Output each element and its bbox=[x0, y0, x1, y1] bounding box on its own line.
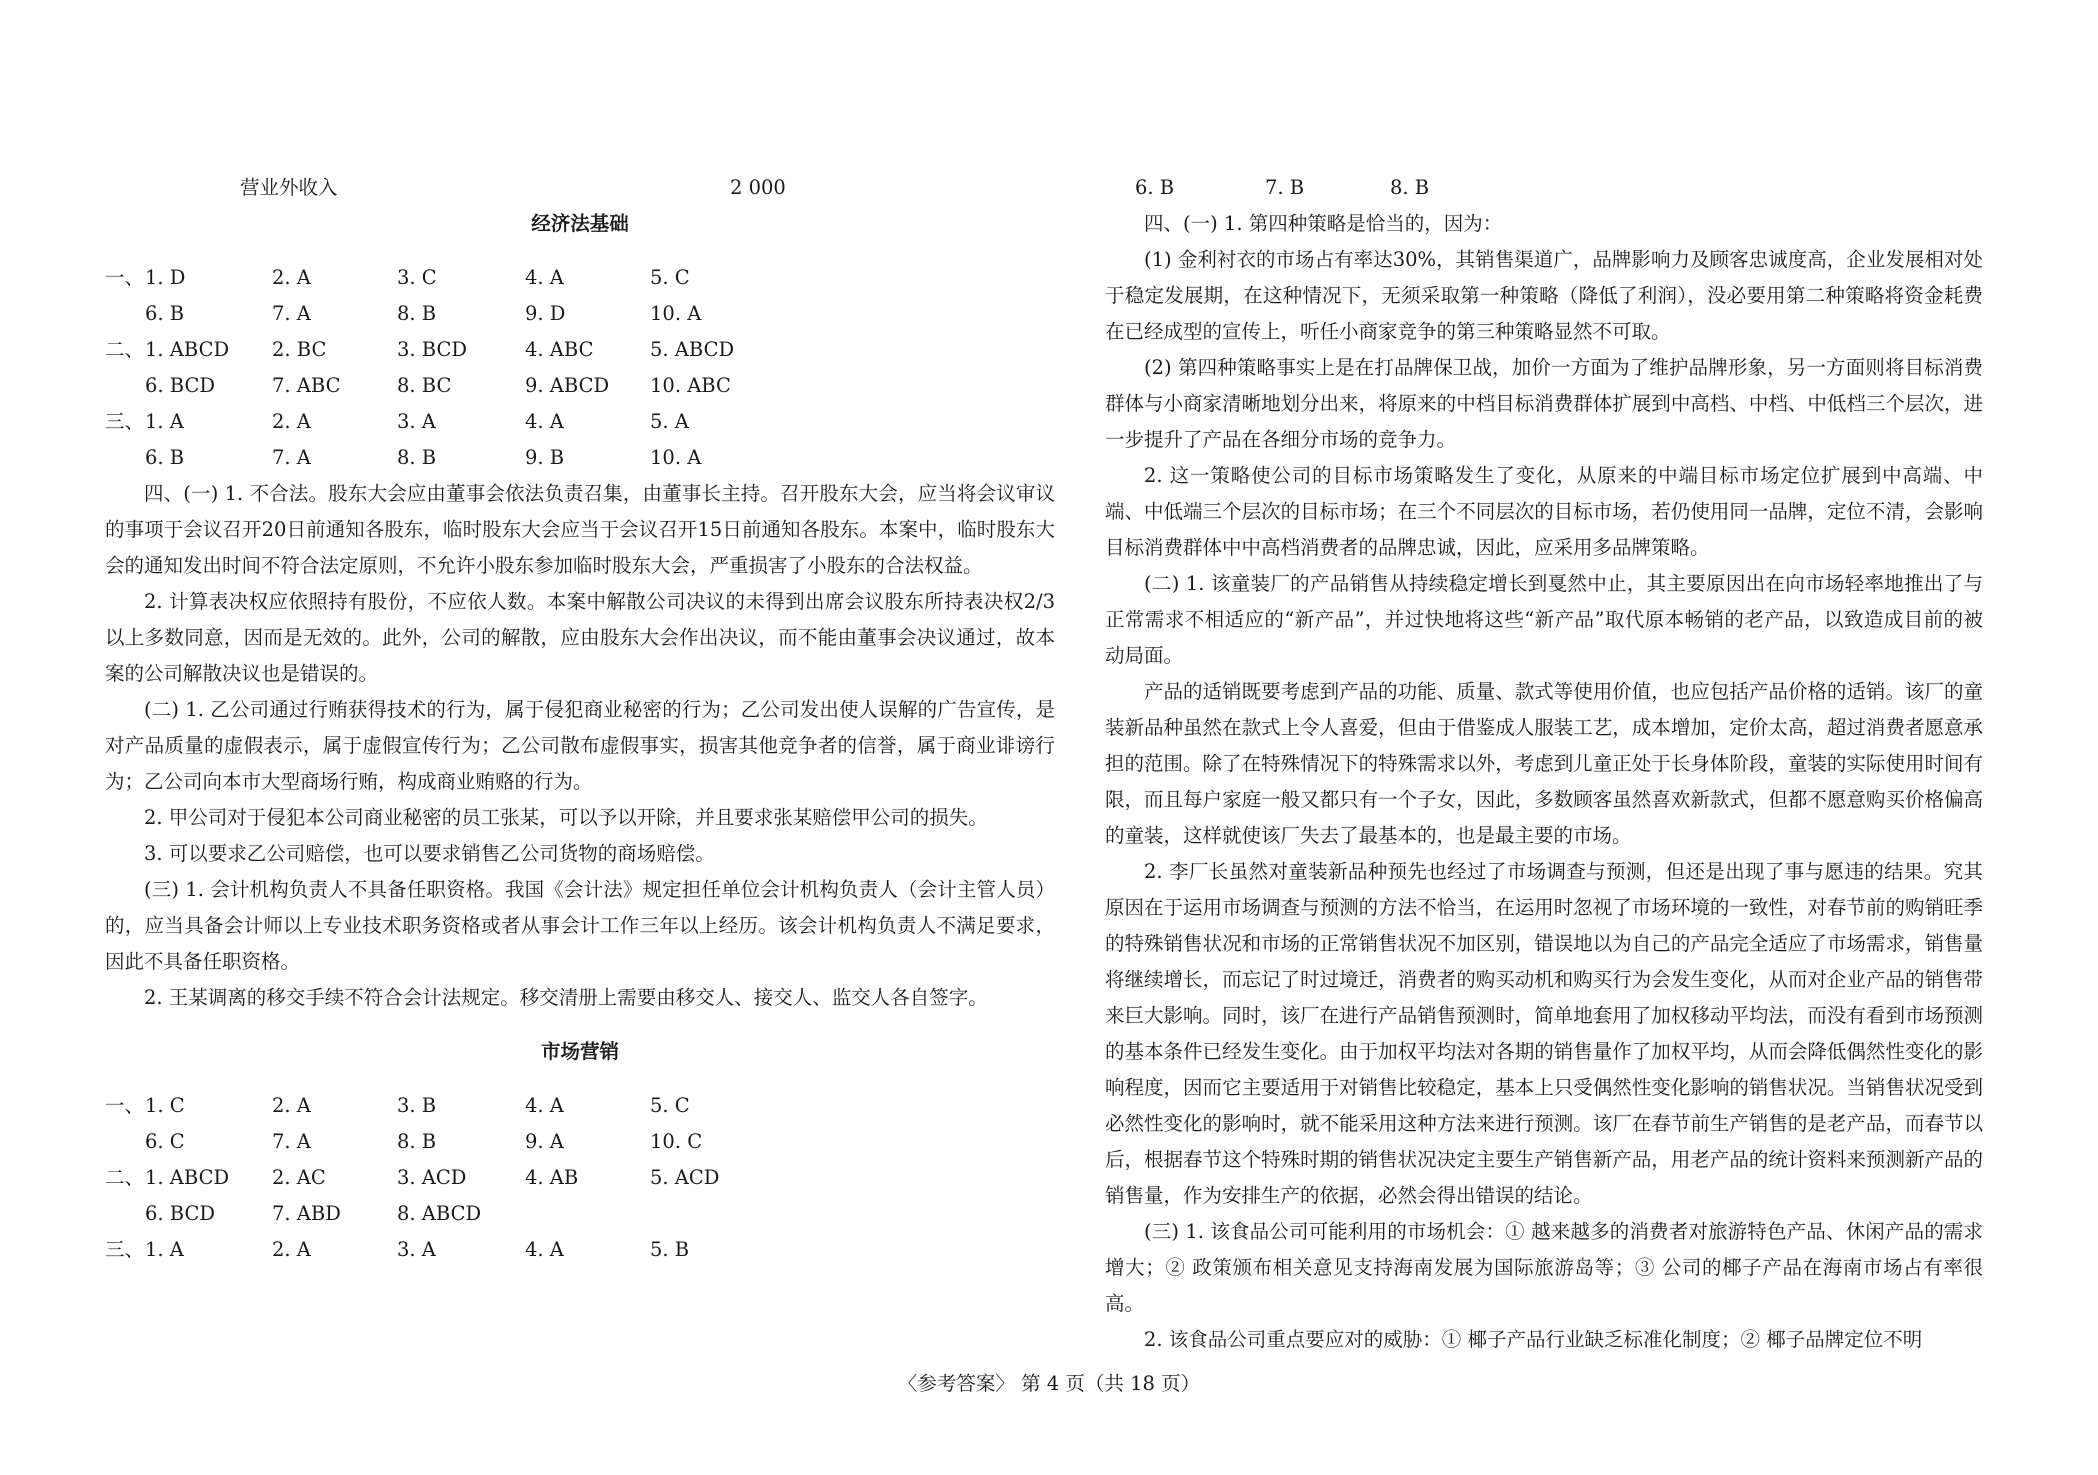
answer-cell: 3. B bbox=[397, 1094, 437, 1117]
answer-cell: 1. A bbox=[145, 1238, 184, 1261]
answer-cell: 1. D bbox=[145, 266, 186, 289]
answer-cell: 7. B bbox=[1265, 176, 1305, 199]
answer-paragraph: 2. 计算表决权应依照持有股份，不应依人数。本案中解散公司决议的未得到出席会议股东所持表决权2/3以上多数同意，因而是无效的。此外，公司的解散，应由股东大会作出决议，而不能由董事会决议通过，故本案的公司解散决议也是错误的。 bbox=[105, 590, 1055, 685]
answer-cell: 1. A bbox=[145, 410, 184, 433]
question-group-label: 三、 bbox=[105, 410, 145, 433]
answer-cell: 7. A bbox=[272, 446, 311, 469]
answer-cell: 8. B bbox=[397, 1130, 437, 1153]
answer-row bbox=[105, 1196, 1055, 1232]
answer-paragraph: 2. 李厂长虽然对童装新品种预先也经过了市场调查与预测，但还是出现了事与愿违的结果。究其原因在于运用市场调查与预测的方法不恰当，在运用时忽视了市场环境的一致性，对春节前的购销旺季的特殊销售状况和市场的正常销售状况不加区别，错误地以为自己的产品完全适应了市场需求，销售量将继续增长，而忘记了时过境迁，消费者的购买动机和购买行为会发生变化，从而对企业产品的销售带来巨大影响。同时，该厂在进行产品销售预测时，简单地套用了加权移动平均法，而没有看到市场预测的基本条件已经发生变化。由于加权平均法对各期的销售量作了加权平均，从而会降低偶然性变化的影响程度，因而它主要适用于对销售比较稳定，基本上只受偶然性变化影响的销售状况。当销售状况受到必然性变化的影响时，就不能采用这种方法来进行预测。该厂在春节前生产销售的是老产品，而春节以后，根据春节这个特殊时期的销售状况决定主要生产销售新产品，用老产品的统计资料来预测新产品的销售量，作为安排生产的依据，必然会得出错误的结论。 bbox=[1105, 860, 1983, 1207]
answer-cell: 8. BC bbox=[397, 374, 452, 397]
answer-row bbox=[1105, 170, 1983, 206]
question-group-label: 二、 bbox=[105, 1166, 145, 1189]
question-group-label: 一、 bbox=[105, 266, 145, 289]
answer-cell: 3. A bbox=[397, 1238, 436, 1261]
answer-cell: 3. BCD bbox=[397, 338, 468, 361]
answer-cell: 2. AC bbox=[272, 1166, 326, 1189]
answer-cell: 4. A bbox=[525, 410, 564, 433]
income-label: 营业外收入 bbox=[240, 176, 338, 199]
answer-cell: 4. A bbox=[525, 1094, 564, 1117]
answer-cell: 7. ABD bbox=[272, 1202, 341, 1225]
answer-cell: 9. D bbox=[525, 302, 566, 325]
answer-paragraph: 四、(一) 1. 第四种策略是恰当的，因为： bbox=[1144, 212, 1503, 235]
answer-paragraph: 2. 这一策略使公司的目标市场策略发生了变化，从原来的中端目标市场定位扩展到中高端、中端、中低端三个层次的目标市场；在三个不同层次的目标市场，若仍使用同一品牌，定位不清，会影响目标消费群体中中高档消费者的品牌忠诚，因此，应采用多品牌策略。 bbox=[1105, 464, 1983, 559]
answer-cell: 8. ABCD bbox=[397, 1202, 482, 1225]
answer-cell: 8. B bbox=[397, 302, 437, 325]
answer-paragraph: 四、(一) 1. 不合法。股东大会应由董事会依法负责召集，由董事长主持。召开股东大会，应当将会议审议的事项于会议召开20日前通知各股东，临时股东大会应当于会议召开15日前通知各股东。本案中，临时股东大会的通知发出时间不符合法定原则，不允许小股东参加临时股东大会，严重损害了小股东的合法权益。 bbox=[105, 482, 1055, 577]
answer-cell: 5. ABCD bbox=[650, 338, 735, 361]
answer-cell: 10. A bbox=[650, 446, 702, 469]
answer-cell: 2. A bbox=[272, 266, 311, 289]
answer-cell: 8. B bbox=[397, 446, 437, 469]
answer-cell: 5. A bbox=[650, 410, 689, 433]
answer-cell: 9. ABCD bbox=[525, 374, 610, 397]
question-group-label: 二、 bbox=[105, 338, 145, 361]
answer-paragraph: (1) 金利衬衣的市场占有率达30%，其销售渠道广，品牌影响力及顾客忠诚度高，企业发展相对处于稳定发展期，在这种情况下，无须采取第一种策略（降低了利润），没必要用第二种策略将资金耗费在已经成型的宣传上，听任小商家竞争的第三种策略显然不可取。 bbox=[1105, 248, 1983, 343]
answer-row bbox=[105, 1160, 1055, 1196]
answer-cell: 5. C bbox=[650, 1094, 690, 1117]
answer-row bbox=[105, 404, 1055, 440]
answer-row bbox=[105, 296, 1055, 332]
answer-row bbox=[105, 1124, 1055, 1160]
answer-paragraph: 2. 该食品公司重点要应对的威胁：① 椰子产品行业缺乏标准化制度；② 椰子品牌定位不明 bbox=[1144, 1328, 1923, 1351]
section-title-marketing: 市场营销 bbox=[540, 1040, 619, 1063]
answer-cell: 7. ABC bbox=[272, 374, 341, 397]
answer-paragraph: (三) 1. 该食品公司可能利用的市场机会：① 越来越多的消费者对旅游特色产品、休闲产品的需求增大；② 政策颁布相关意见支持海南发展为国际旅游岛等；③ 公司的椰子产品在海南市场占有率很高。 bbox=[1105, 1220, 1983, 1315]
answer-paragraph: (2) 第四种策略事实上是在打品牌保卫战，加价一方面为了维护品牌形象，另一方面则将目标消费群体与小商家清晰地划分出来，将原来的中档目标消费群体扩展到中高档、中档、中低档三个层次，进一步提升了产品在各细分市场的竞争力。 bbox=[1105, 356, 1983, 451]
answer-cell: 6. BCD bbox=[145, 1202, 216, 1225]
answer-cell: 4. AB bbox=[525, 1166, 579, 1189]
answer-cell: 1. C bbox=[145, 1094, 185, 1117]
answer-row bbox=[105, 1088, 1055, 1124]
answer-cell: 4. A bbox=[525, 266, 564, 289]
answer-row bbox=[105, 368, 1055, 404]
answer-cell: 6. C bbox=[145, 1130, 185, 1153]
answer-cell: 8. B bbox=[1390, 176, 1430, 199]
answer-paragraph: 2. 王某调离的移交手续不符合会计法规定。移交清册上需要由移交人、接交人、监交人各自签字。 bbox=[144, 986, 988, 1009]
answer-cell: 4. A bbox=[525, 1238, 564, 1261]
answer-paragraph: (二) 1. 乙公司通过行贿获得技术的行为，属于侵犯商业秘密的行为；乙公司发出使人误解的广告宣传，是对产品质量的虚假表示，属于虚假宣传行为；乙公司散布虚假事实，损害其他竞争者的信誉，属于商业诽谤行为；乙公司向本市大型商场行贿，构成商业贿赂的行为。 bbox=[105, 698, 1055, 793]
answer-cell: 7. A bbox=[272, 1130, 311, 1153]
answer-paragraph: (二) 1. 该童装厂的产品销售从持续稳定增长到戛然中止，其主要原因出在向市场轻率地推出了与正常需求不相适应的“新产品”，并过快地将这些“新产品”取代原本畅销的老产品，以致造成目前的被动局面。 bbox=[1105, 572, 1983, 667]
answer-cell: 6. B bbox=[1135, 176, 1175, 199]
answer-row bbox=[105, 440, 1055, 476]
answer-paragraph: 2. 甲公司对于侵犯本公司商业秘密的员工张某，可以予以开除，并且要求张某赔偿甲公司的损失。 bbox=[144, 806, 988, 829]
left-column bbox=[105, 170, 1055, 1268]
answer-cell: 3. A bbox=[397, 410, 436, 433]
answer-cell: 3. C bbox=[397, 266, 437, 289]
answer-paragraph: 产品的适销既要考虑到产品的功能、质量、款式等使用价值，也应包括产品价格的适销。该厂的童装新品种虽然在款式上令人喜爱，但由于借鉴成人服装工艺，成本增加，定价太高，超过消费者愿意承担的范围。除了在特殊情况下的特殊需求以外，考虑到儿童正处于长身体阶段，童装的实际使用时间有限，而且每户家庭一般又都只有一个子女，因此，多数顾客虽然喜欢新款式，但都不愿意购买价格偏高的童装，这样就使该厂失去了最基本的，也是最主要的市场。 bbox=[1105, 680, 1983, 847]
answer-cell: 4. ABC bbox=[525, 338, 594, 361]
section-title-economic-law: 经济法基础 bbox=[531, 212, 629, 235]
answer-cell: 7. A bbox=[272, 302, 311, 325]
answer-cell: 6. BCD bbox=[145, 374, 216, 397]
answer-cell: 2. A bbox=[272, 410, 311, 433]
page-footer: 〈参考答案〉 第 4 页（共 18 页） bbox=[897, 1372, 1201, 1395]
answer-row bbox=[105, 332, 1055, 368]
answer-paragraph: (三) 1. 会计机构负责人不具备任职资格。我国《会计法》规定担任单位会计机构负责人（会计主管人员）的，应当具备会计师以上专业技术职务资格或者从事会计工作三年以上经历。该会计机构负责人不满足要求，因此不具备任职资格。 bbox=[105, 878, 1055, 973]
answer-grid-economic-law bbox=[105, 260, 1055, 476]
answer-cell: 2. BC bbox=[272, 338, 327, 361]
answer-cell: 2. A bbox=[272, 1238, 311, 1261]
essay-answers-economic-law bbox=[105, 476, 1055, 1016]
right-column bbox=[1105, 170, 1983, 1358]
answer-cell: 9. B bbox=[525, 446, 565, 469]
answer-cell: 6. B bbox=[145, 302, 185, 325]
answer-cell: 3. ACD bbox=[397, 1166, 467, 1189]
answer-grid-marketing bbox=[105, 1088, 1055, 1268]
answer-cell: 1. ABCD bbox=[145, 1166, 230, 1189]
income-row bbox=[105, 170, 1055, 206]
answer-cell: 10. A bbox=[650, 302, 702, 325]
answer-cell: 5. B bbox=[650, 1238, 690, 1261]
income-value: 2 000 bbox=[730, 176, 786, 199]
answer-cell: 1. ABCD bbox=[145, 338, 230, 361]
answer-cell: 5. C bbox=[650, 266, 690, 289]
answer-row bbox=[105, 260, 1055, 296]
question-group-label: 三、 bbox=[105, 1238, 145, 1261]
answer-cell: 10. ABC bbox=[650, 374, 731, 397]
answer-paragraph: 3. 可以要求乙公司赔偿，也可以要求销售乙公司货物的商场赔偿。 bbox=[144, 842, 715, 865]
answer-cell: 6. B bbox=[145, 446, 185, 469]
question-group-label: 一、 bbox=[105, 1094, 145, 1117]
answer-cell: 10. C bbox=[650, 1130, 703, 1153]
answer-cell: 2. A bbox=[272, 1094, 311, 1117]
answer-cell: 5. ACD bbox=[650, 1166, 720, 1189]
answer-row bbox=[105, 1232, 1055, 1268]
answer-cell: 9. A bbox=[525, 1130, 564, 1153]
